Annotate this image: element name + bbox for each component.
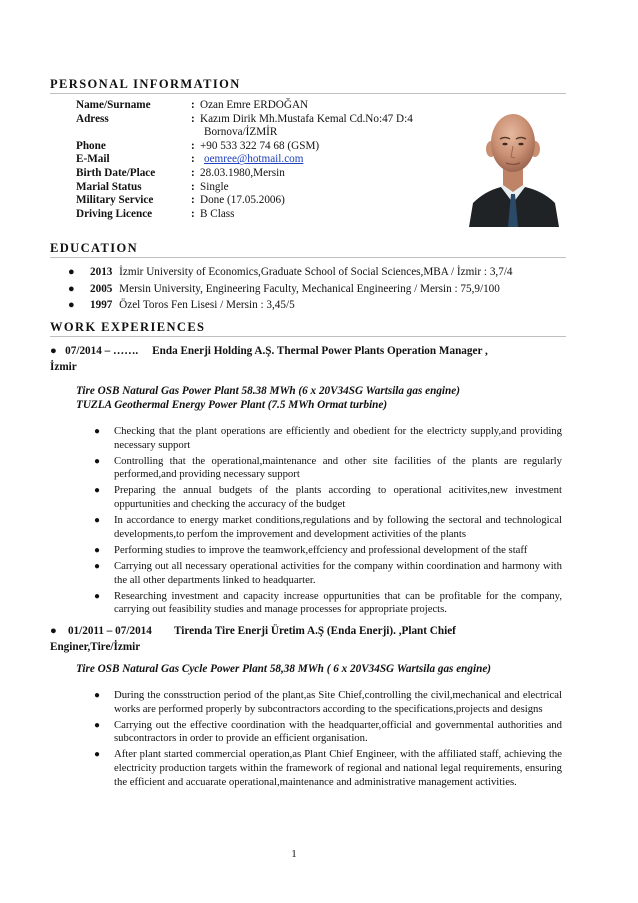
duty-text: During the consstruction period of the plant,as Site Chief,controlling the civil,mechanical and electrical works are performed properly by subcontractors according to the specifications,projects and designs — [114, 689, 562, 715]
plant-name: Tire OSB Natural Gas Power Plant 58.38 MWh (6 x 20V34SG Wartsila gas engine) — [76, 385, 460, 397]
education-list — [66, 265, 566, 315]
duty-list — [94, 425, 562, 619]
bullet-icon: ● — [94, 426, 101, 437]
info-sep: : — [191, 112, 195, 125]
duty-item — [94, 560, 562, 587]
bullet-icon: ● — [94, 544, 101, 556]
info-value: Done (17.05.2006) — [200, 194, 285, 207]
info-value: Single — [200, 180, 229, 193]
info-label — [76, 126, 191, 140]
info-label: Driving Licence — [76, 207, 153, 220]
plant-name: TUZLA Geothermal Energy Power Plant (7.5 MWh Ormat turbine) — [76, 399, 388, 411]
education-year: 2005 — [90, 282, 113, 295]
info-value: B Class — [200, 207, 235, 220]
job-header — [50, 623, 562, 655]
job-location-line: Enginer,Tire/İzmir — [50, 641, 141, 653]
job-title-line: ● 07/2014 – ……. Enda Enerji Holding A.Ş. Thermal Power Plants Operation Manager , — [50, 345, 488, 357]
bullet-icon: ● — [94, 560, 101, 572]
education-text: Özel Toros Fen Lisesi / Mersin : 3,45/5 — [119, 299, 295, 311]
info-label: E-Mail — [76, 153, 110, 166]
education-text: Mersin University, Engineering Faculty, Mechanical Engineering / Mersin : 75,9/100 — [119, 282, 500, 295]
duty-text: Preparing the annual budgets of the plants according to operational acitivites,new investment oppurtunities and checking the accuracy of the budget — [114, 484, 562, 511]
duty-item — [94, 689, 562, 716]
education-item — [66, 298, 566, 315]
info-value: 28.03.1980,Mersin — [200, 166, 285, 179]
duty-text: Carrying out the effective coordination with the headquarter,official and governmental authorities and subcontractors in order to provide an efficient organisation. — [114, 718, 562, 745]
info-label: Phone — [76, 139, 106, 152]
info-row-phone — [76, 140, 456, 154]
duty-text: Controlling that the operational,maintenance and other site facilities of the plants are regularly performed,and providing necessary support — [114, 454, 562, 481]
plant-name: Tire OSB Natural Gas Cycle Power Plant 58,38 MWh ( 6 x 20V34SG Wartsila gas engine) — [76, 663, 492, 675]
info-sep: : — [191, 99, 195, 111]
info-label: Birth Date/Place — [76, 166, 156, 179]
email-link[interactable]: oemree@hotmail.com — [204, 153, 304, 166]
info-sep — [191, 126, 200, 140]
job-location-line: İzmir — [50, 361, 77, 373]
bullet-icon: ● — [94, 690, 101, 701]
duty-list — [94, 689, 562, 792]
education-year: 1997 — [90, 299, 113, 311]
bullet-icon: ● — [68, 282, 75, 295]
section-heading-work: WORK EXPERIENCES — [50, 320, 566, 337]
info-row-email — [76, 153, 456, 167]
section-heading-personal: PERSONAL INFORMATION — [50, 77, 566, 94]
duty-item — [94, 748, 562, 789]
duty-item — [94, 514, 562, 541]
bullet-icon: ● — [94, 590, 101, 602]
info-value: Kazım Dirik Mh.Mustafa Kemal Cd.No:47 D:4 — [200, 112, 413, 125]
info-label: Marial Status — [76, 180, 142, 193]
info-value — [200, 153, 456, 167]
info-sep: : — [191, 139, 195, 152]
duty-text: After plant started commercial operation,as Plant Chief Engineer, with the affiliated staff, achieving the electricity production targets within the framework of regional and national legal requirements, ensuring the efficient and accuarate operational,maintenance and administrative management activities. — [114, 748, 562, 788]
info-value: +90 533 322 74 68 (GSM) — [200, 139, 320, 152]
info-label: Adress — [76, 112, 109, 125]
education-year: 2013 — [90, 266, 113, 278]
duty-text: Performing studies to improve the teamwork,effciency and professional development of the staff — [114, 543, 528, 556]
portrait-photo — [465, 99, 562, 227]
info-row-military — [76, 194, 456, 208]
info-sep: : — [191, 207, 195, 220]
info-label: Military Service — [76, 194, 154, 207]
duty-text: Checking that the plant operations are efficiently and obedient for the electricty supply,and providing necessary support — [114, 425, 562, 451]
info-row-birth — [76, 167, 456, 181]
bullet-icon: ● — [94, 485, 101, 497]
bullet-icon: ● — [94, 749, 101, 761]
duty-item — [94, 484, 562, 511]
portrait-illustration — [465, 99, 562, 227]
page-number: 1 — [291, 848, 297, 860]
duty-item — [94, 425, 562, 452]
duty-item — [94, 719, 562, 746]
section-heading-education: EDUCATION — [50, 241, 566, 258]
duty-item — [94, 590, 562, 617]
job-title-line: ● 01/2011 – 07/2014 Tirenda Tire Enerji Üretim A.Ş (Enda Enerji). ,Plant Chief — [50, 625, 456, 637]
info-value: Ozan Emre ERDOĞAN — [200, 99, 309, 111]
job-header — [50, 343, 562, 375]
info-row-address-2 — [76, 126, 456, 140]
duty-text: In accordance to energy market conditions,regulations and by following the sectoral and technological developments,to perfom the improvement and development activities of the plants — [114, 514, 562, 540]
info-row-licence — [76, 208, 456, 222]
info-row-name — [76, 99, 456, 113]
duty-text: Researching investment and capacity increase oppurtunities that can be profitable for the company, carrying out feasibility studies and manage processes for appropriate projects. — [114, 589, 562, 616]
info-row-address — [76, 113, 456, 127]
personal-info-table — [76, 99, 456, 221]
bullet-icon: ● — [94, 455, 101, 467]
education-item — [66, 265, 566, 282]
bullet-icon: ● — [94, 515, 101, 527]
duty-item — [94, 455, 562, 482]
info-sep: : — [191, 194, 195, 207]
bullet-icon: ● — [94, 719, 101, 731]
education-text: İzmir University of Economics,Graduate School of Social Sciences,MBA / İzmir : 3,7/4 — [119, 266, 513, 278]
bullet-icon: ● — [68, 266, 75, 278]
duty-item — [94, 544, 562, 558]
info-row-marital — [76, 181, 456, 195]
duty-text: Carrying out all necessary operational activities for the company within coordination and harmony with the all other departments linked to headquarter. — [114, 559, 562, 586]
bullet-icon: ● — [68, 299, 75, 311]
info-sep: : — [191, 153, 195, 166]
info-value: Bornova/İZMİR — [204, 126, 278, 139]
education-item — [66, 282, 566, 299]
info-sep: : — [191, 166, 195, 179]
info-label: Name/Surname — [76, 99, 151, 111]
info-sep: : — [191, 180, 195, 193]
